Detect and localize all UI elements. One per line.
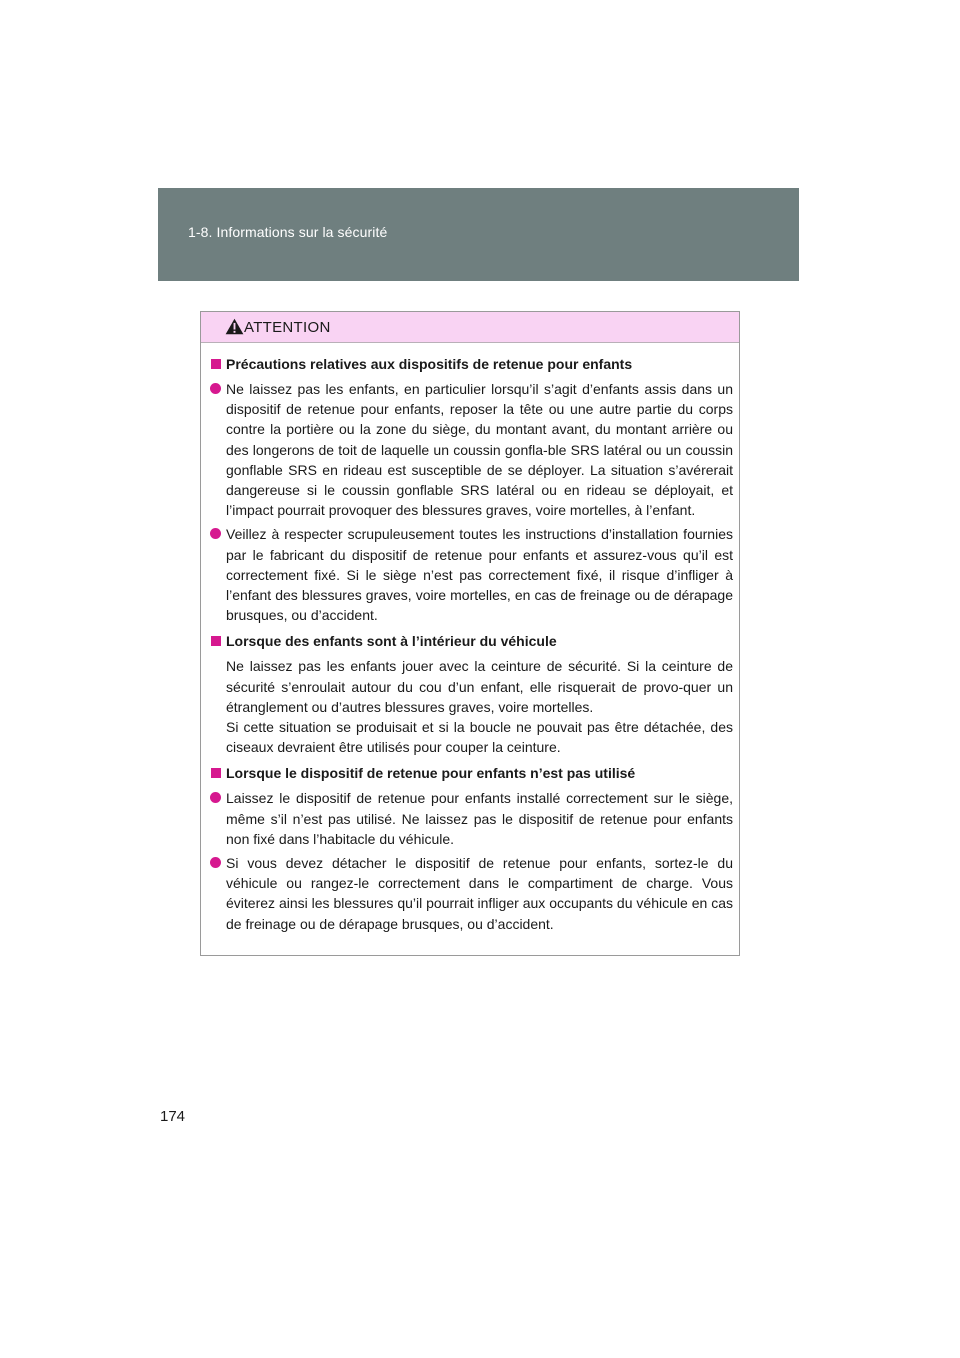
bullet-text: Laissez le dispositif de retenue pour enfants installé correctement sur le siège, même s’il n’est pas utilisé. Ne laissez pas le dispositif de retenue pour enfants non fixé dans l’habitacle du véhicule. [226, 790, 733, 847]
warning-content [201, 343, 739, 934]
square-bullet-icon [211, 636, 221, 646]
warning-title: ATTENTION [244, 319, 331, 336]
warning-triangle-icon [225, 318, 244, 335]
square-bullet-icon [211, 359, 221, 369]
section-title: 1-8. Informations sur la sécurité [188, 224, 388, 240]
page-number: 174 [160, 1108, 186, 1125]
round-bullet-icon [210, 792, 221, 803]
round-bullet-icon [210, 528, 221, 539]
chapter-header-band [158, 188, 799, 281]
bullet-text: Ne laissez pas les enfants, en particulier lorsqu’il s’agit d’enfants assis dans un dispositif de retenue pour enfants, reposer la tête ou une autre partie du corps contre la portière ou la zone du siège, du montant avant, du montant arrière ou des longerons de toit de laquelle un coussin gonfla-ble SRS latéral ou un coussin gonflable SRS en rideau est susceptible de se déployer. La situation s’avérerait dangereuse si le coussin gonflable SRS latéral ou en rideau se déployait, et l’impact pourrait provoquer des blessures graves, voire mortelles, à l’enfant. [226, 381, 733, 519]
warning-box [200, 311, 740, 956]
round-bullet-icon [210, 383, 221, 394]
paragraph: Si cette situation se produisait et si la boucle ne pouvait pas être détachée, des ciseaux devraient être utilisés pour couper la ceinture. [226, 719, 733, 756]
square-bullet-icon [211, 768, 221, 778]
bullet-item [201, 853, 739, 934]
paragraph: Ne laissez pas les enfants jouer avec la ceinture de sécurité. Si la ceinture de sécurité s’enroulait autour du cou d’un enfant, elle risquerait de provo-quer un étranglement ou d’autres blessures graves, voire mortelles. [226, 658, 733, 715]
bullet-text: Veillez à respecter scrupuleusement toutes les instructions d’installation fournies par le fabricant du dispositif de retenue pour enfants et assurez-vous qu’il est correctement fixé. Si le siège n’est pas correctement fixé, il risque d’infliger à l’enfant des blessures graves, voire mortelles, en cas de freinage ou de dérapage brusques, ou d’accident. [226, 526, 733, 624]
warning-header [201, 312, 739, 343]
round-bullet-icon [210, 857, 221, 868]
bullet-item [201, 788, 739, 849]
section-heading: Lorsque des enfants sont à l’intérieur du véhicule [201, 631, 739, 651]
section-heading: Précautions relatives aux dispositifs de retenue pour enfants [201, 354, 739, 374]
section-heading: Lorsque le dispositif de retenue pour enfants n’est pas utilisé [201, 763, 739, 783]
bullet-item [201, 524, 739, 625]
bullet-item [201, 379, 739, 520]
bullet-text: Si vous devez détacher le dispositif de retenue pour enfants, sortez-le du véhicule ou rangez-le correctement dans le compartiment de charge. Vous éviterez ainsi les blessures qu’il pourrait infliger aux occupants du véhicule en cas de freinage ou de dérapage brusques, ou d’accident. [226, 855, 733, 932]
